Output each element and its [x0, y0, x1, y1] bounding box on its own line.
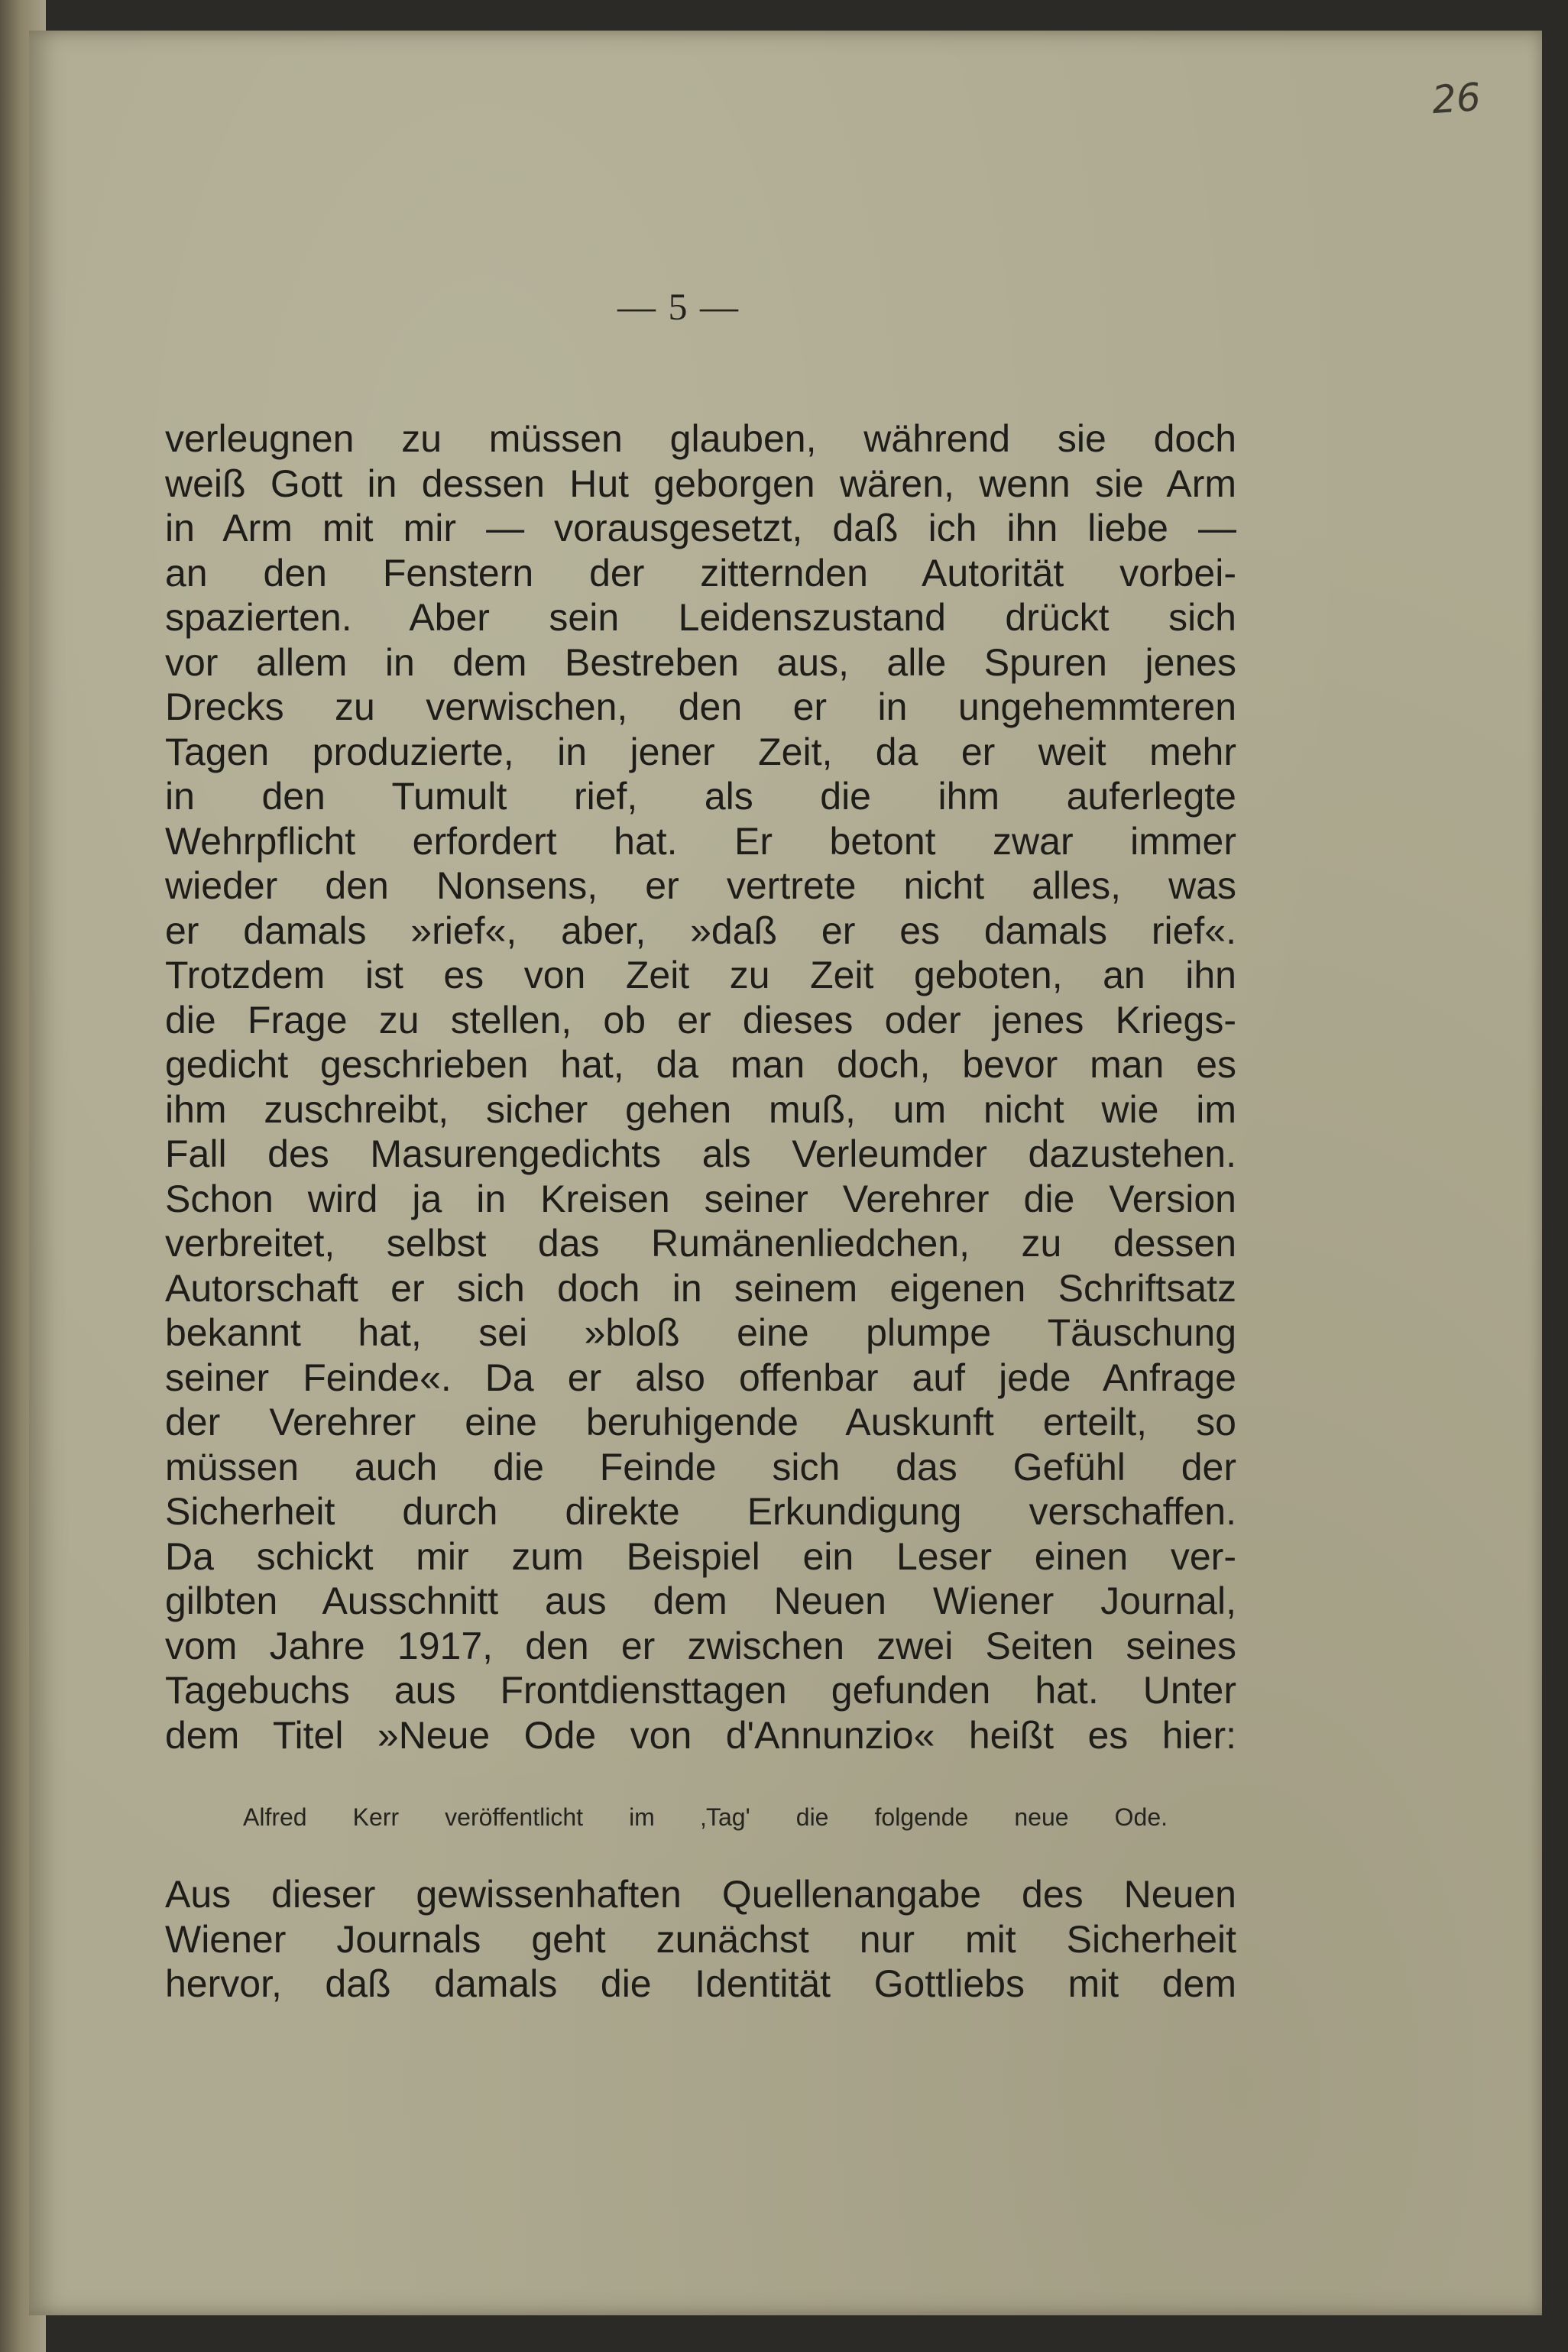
- paragraph-2: [165, 1872, 1236, 2007]
- quoted-source-line: Alfred Kerr veröffentlicht im ‚Tag' die folgende neue Ode.: [243, 1803, 1168, 1831]
- text-line: Wiener Journals geht zunächst nur mit Sicherheit: [165, 1917, 1236, 1961]
- text-line: Fall des Masurengedichts als Verleumder dazustehen.: [165, 1132, 1236, 1175]
- page-number: — 5 —: [617, 285, 740, 328]
- book-page: [29, 31, 1542, 2315]
- text-line: Trotzdem ist es von Zeit zu Zeit geboten, an ihn: [165, 954, 1236, 996]
- text-line: müssen auch die Feinde sich das Gefühl der: [165, 1445, 1236, 1489]
- text-line: gilbten Ausschnitt aus dem Neuen Wiener Journal,: [165, 1579, 1236, 1622]
- text-line: vor allem in dem Bestreben aus, alle Spuren jenes: [165, 640, 1236, 684]
- text-line: seiner Feinde«. Da er also offenbar auf jede Anfrage: [165, 1356, 1236, 1399]
- text-line: Wehrpflicht erfordert hat. Er betont zwar immer: [165, 819, 1236, 863]
- text-line: verleugnen zu müssen glauben, während sie doch: [165, 417, 1236, 460]
- text-line: an den Fenstern der zitternden Autorität vorbei-: [165, 551, 1236, 594]
- text-line: vom Jahre 1917, den er zwischen zwei Seiten seines: [165, 1624, 1236, 1667]
- handwritten-folio-number: 26: [1430, 74, 1482, 123]
- text-line: wieder den Nonsens, er vertrete nicht alles, was: [165, 864, 1236, 907]
- text-line: Schon wird ja in Kreisen seiner Verehrer die Version: [165, 1177, 1236, 1220]
- text-line: Tagebuchs aus Frontdiensttagen gefunden hat. Unter: [165, 1669, 1236, 1712]
- text-line: Autorschaft er sich doch in seinem eigenen Schriftsatz: [165, 1266, 1236, 1310]
- text-line: gedicht geschrieben hat, da man doch, bevor man es: [165, 1043, 1236, 1086]
- text-line: weiß Gott in dessen Hut geborgen wären, wenn sie Arm: [165, 462, 1236, 505]
- text-line: er damals »rief«, aber, »daß er es damals rief«.: [165, 909, 1236, 952]
- text-line: die Frage zu stellen, ob er dieses oder jenes Kriegs-: [165, 998, 1236, 1042]
- text-line: spazierten. Aber sein Leidenszustand drückt sich: [165, 596, 1236, 639]
- text-line: hervor, daß damals die Identität Gottliebs mit dem: [165, 1962, 1236, 2005]
- text-line: in Arm mit mir — vorausgesetzt, daß ich ihn liebe —: [165, 507, 1236, 549]
- text-line: Drecks zu verwischen, den er in ungehemmteren: [165, 685, 1236, 728]
- text-line: verbreitet, selbst das Rumänenliedchen, zu dessen: [165, 1222, 1236, 1265]
- text-line: der Verehrer eine beruhigende Auskunft erteilt, so: [165, 1401, 1236, 1443]
- text-line: ihm zuschreibt, sicher gehen muß, um nicht wie im: [165, 1087, 1236, 1131]
- text-line: in den Tumult rief, als die ihm auferlegte: [165, 775, 1236, 818]
- paragraph-1: [165, 416, 1236, 1758]
- text-line: Sicherheit durch direkte Erkundigung verschaffen.: [165, 1490, 1236, 1533]
- text-line: Tagen produzierte, in jener Zeit, da er weit mehr: [165, 730, 1236, 773]
- text-line: bekannt hat, sei »bloß eine plumpe Täuschung: [165, 1311, 1236, 1354]
- text-line: dem Titel »Neue Ode von d'Annunzio« heißt es hier:: [165, 1713, 1236, 1757]
- text-line: Aus dieser gewissenhaften Quellenangabe des Neuen: [165, 1873, 1236, 1916]
- text-line: Da schickt mir zum Beispiel ein Leser einen ver-: [165, 1534, 1236, 1578]
